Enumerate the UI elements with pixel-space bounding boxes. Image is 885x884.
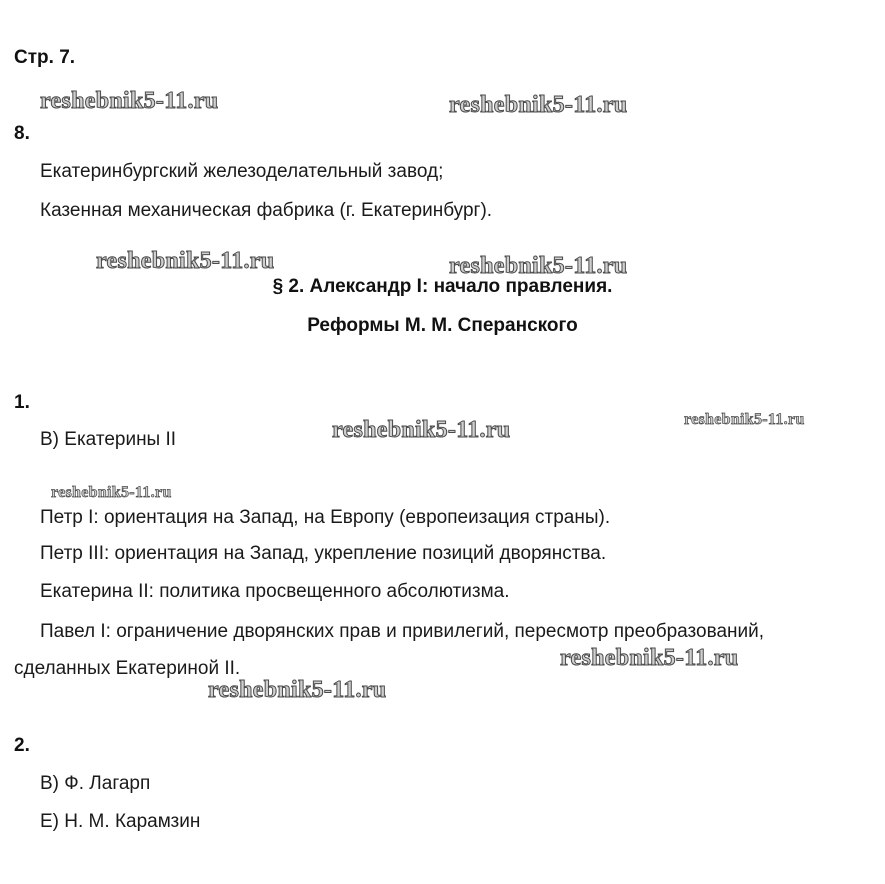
task1-line-3: Екатерина II: политика просвещенного абсолютизма. (40, 581, 510, 602)
watermark: reshebnik5-11.ru (40, 88, 219, 114)
watermark: reshebnik5-11.ru (208, 677, 387, 703)
section-title-line-1: § 2. Александр I: начало правления. (272, 276, 613, 297)
watermark: reshebnik5-11.ru (684, 411, 805, 428)
task8-line-2: Казенная механическая фабрика (г. Екатеринбург). (40, 200, 493, 221)
watermark: reshebnik5-11.ru (332, 417, 511, 443)
section-title-line-2: Реформы М. М. Сперанского (307, 315, 578, 336)
watermark: reshebnik5-11.ru (96, 248, 275, 274)
task-number-8: 8. (14, 123, 30, 144)
task8-line-1: Екатеринбургский железоделательный завод; (40, 161, 444, 182)
task1-line-4: Павел I: ограничение дворянских прав и привилегий, пересмотр преобразований, (40, 621, 765, 642)
task-number-2: 2. (14, 735, 30, 756)
task2-answer-1: В) Ф. Лагарп (40, 773, 151, 794)
watermark: reshebnik5-11.ru (51, 484, 172, 501)
task2-answer-2: Е) Н. М. Карамзин (40, 811, 201, 832)
task1-line-1: Петр I: ориентация на Запад, на Европу (европеизация страны). (40, 507, 611, 528)
page-reference: Стр. 7. (14, 47, 76, 68)
task-number-1: 1. (14, 392, 30, 413)
watermark: reshebnik5-11.ru (560, 645, 739, 671)
watermark: reshebnik5-11.ru (449, 92, 628, 118)
task1-line-2: Петр III: ориентация на Запад, укрепление позиций дворянства. (40, 543, 607, 564)
task1-line-5: сделанных Екатериной II. (14, 658, 241, 679)
watermark: reshebnik5-11.ru (449, 253, 628, 279)
task1-answer: В) Екатерины II (40, 429, 177, 450)
